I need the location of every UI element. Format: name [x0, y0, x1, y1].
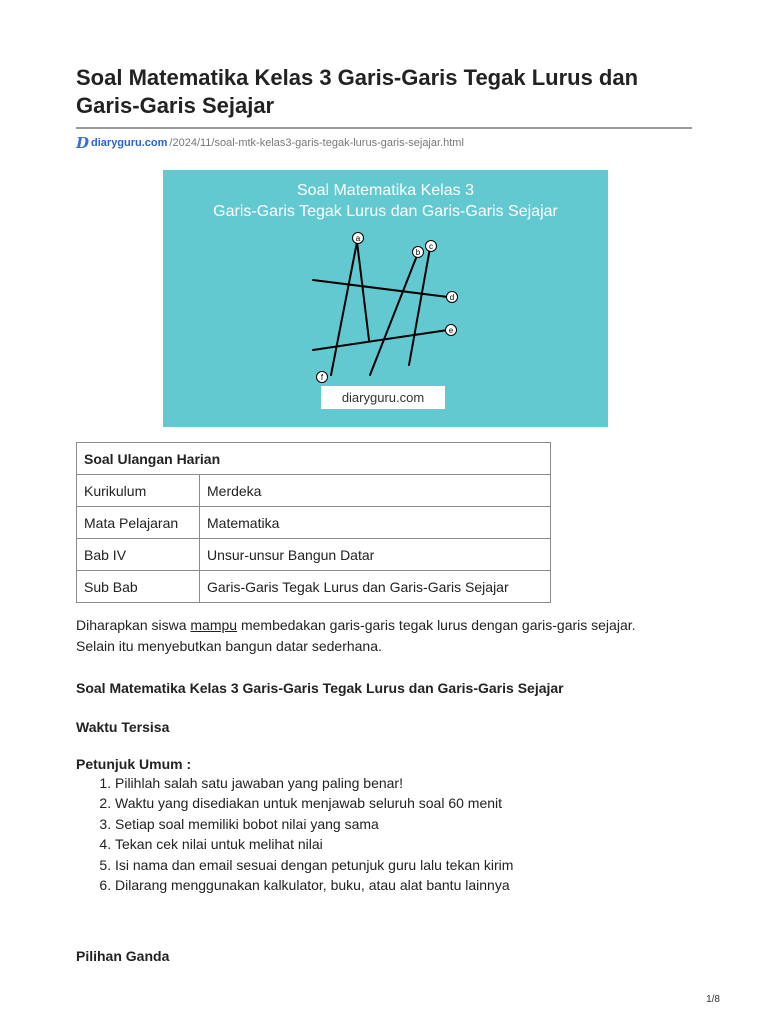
label-c: c — [429, 242, 433, 251]
list-item: 3. Setiap soal memiliki bobot nilai yang sama — [115, 814, 513, 834]
source-path: /2024/11/soal-mtk-kelas3-garis-tegak-lurus-garis-sejajar.html — [169, 137, 464, 149]
line-d — [313, 280, 448, 297]
timer-label: Waktu Tersisa — [76, 719, 170, 735]
hero-title-line1: Soal Matematika Kelas 3 — [297, 182, 474, 199]
hero-title-line2: Garis-Garis Tegak Lurus dan Garis-Garis Sejajar — [213, 203, 558, 220]
label-d: d — [449, 293, 455, 302]
table-row — [77, 507, 551, 539]
table-key: Sub Bab — [77, 571, 200, 603]
page-title: Soal Matematika Kelas 3 Garis-Garis Tegak Lurus dan Garis-Garis Sejajar — [76, 65, 639, 118]
table-heading: Soal Ulangan Harian — [77, 443, 551, 475]
choice-heading: Pilihan Ganda — [76, 948, 170, 964]
instructions-list — [76, 773, 513, 895]
intro-before: Diharapkan siswa — [76, 617, 191, 633]
list-item: 1. Pilihlah salah satu jawaban yang paling benar! — [115, 773, 513, 793]
list-item: 6. Dilarang menggunakan kalkulator, buku, atau alat bantu lainnya — [115, 875, 513, 895]
table-key: Kurikulum — [77, 475, 200, 507]
intro-after: membedakan garis-garis tegak lurus dengan garis-garis sejajar. Selain itu menyebutkan bangun datar sederhana. — [76, 617, 636, 654]
hero-badge: diaryguru.com — [321, 386, 445, 409]
line-a-branch — [357, 242, 369, 340]
label-e: e — [448, 326, 454, 335]
intro-link[interactable]: mampu — [190, 617, 238, 633]
line-a — [331, 242, 357, 375]
list-item: 5. Isi nama dan email sesuai dengan petunjuk guru lalu tekan kirim — [115, 855, 513, 875]
label-a: a — [355, 234, 361, 243]
instructions-heading: Petunjuk Umum : — [76, 756, 192, 772]
table-key: Bab IV — [77, 539, 200, 571]
table-header-row — [77, 443, 551, 475]
list-item: 2. Waktu yang disediakan untuk menjawab seluruh soal 60 menit — [115, 793, 513, 813]
intro-paragraph — [76, 615, 676, 657]
table-value: Merdeka — [200, 475, 551, 507]
hero-title — [163, 180, 608, 222]
info-table — [76, 442, 551, 603]
table-row — [77, 571, 551, 603]
source-line — [76, 134, 464, 152]
source-domain-link[interactable]: diaryguru.com — [91, 137, 168, 149]
table-row — [77, 539, 551, 571]
table-row — [77, 475, 551, 507]
title-divider — [76, 127, 692, 129]
table-value: Unsur-unsur Bangun Datar — [200, 539, 551, 571]
table-key: Mata Pelajaran — [77, 507, 200, 539]
page-number: 1/8 — [706, 994, 720, 1005]
list-item: 4. Tekan cek nilai untuk melihat nilai — [115, 834, 513, 854]
section-title: Soal Matematika Kelas 3 Garis-Garis Tegak Lurus dan Garis-Garis Sejajar — [76, 680, 564, 696]
table-value: Garis-Garis Tegak Lurus dan Garis-Garis Sejajar — [200, 571, 551, 603]
table-value: Matematika — [200, 507, 551, 539]
site-logo-icon: D — [76, 134, 90, 152]
label-b: b — [415, 248, 421, 257]
hero-image — [163, 170, 608, 427]
label-f: f — [320, 373, 324, 382]
